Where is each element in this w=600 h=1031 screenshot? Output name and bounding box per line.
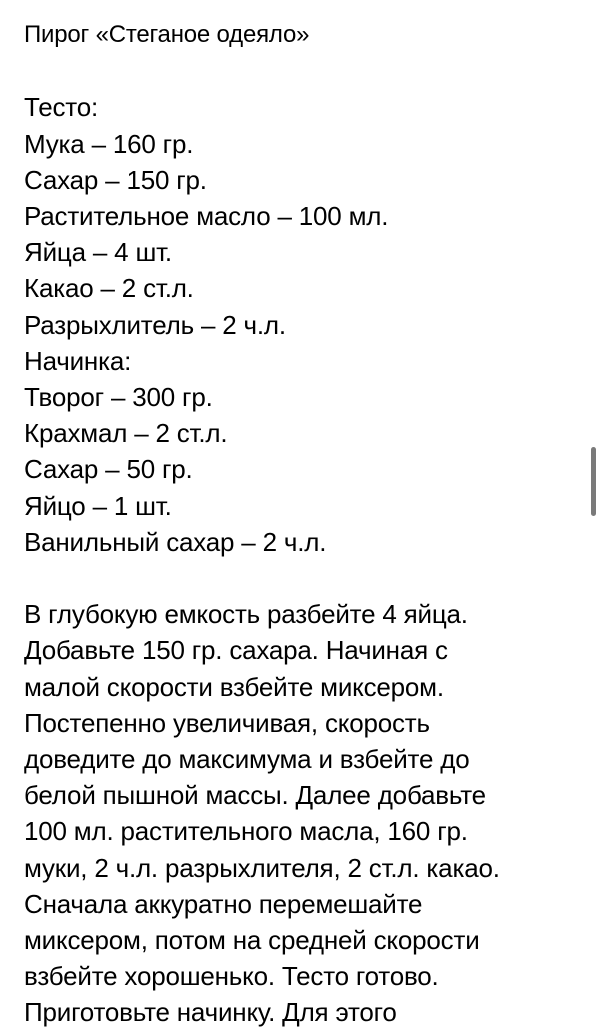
note-body[interactable]	[24, 17, 584, 1031]
instructions-line: малой скорости взбейте миксером.	[24, 671, 444, 702]
dough-item: Разрыхлитель – 2 ч.л.	[24, 309, 286, 340]
filling-item: Крахмал – 2 ст.л.	[24, 418, 228, 449]
instructions-line: миксером, потом на средней скорости	[24, 925, 480, 956]
vertical-scrollbar[interactable]	[591, 447, 596, 516]
instructions-line: белой пышной массы. Далее добавьте	[24, 780, 486, 811]
dough-item: Растительное масло – 100 мл.	[24, 201, 389, 231]
dough-item: Какао – 2 ст.л.	[24, 273, 194, 304]
dough-item: Сахар – 150 гр.	[24, 164, 207, 195]
instructions-line: взбейте хорошенько. Тесто готово.	[24, 961, 439, 992]
recipe-title: Пирог «Стеганое одеяло»	[24, 21, 310, 48]
dough-item: Мука – 160 гр.	[24, 128, 194, 159]
instructions-line: муки, 2 ч.л. разрыхлителя, 2 ст.л. какао.	[24, 852, 500, 883]
instructions-line: Сначала аккуратно перемешайте	[24, 888, 423, 919]
filling-item: Яйцо – 1 шт.	[24, 490, 172, 521]
filling-item: Сахар – 50 гр.	[24, 454, 193, 485]
instructions-line: Приготовьте начинку. Для этого	[24, 997, 397, 1028]
filling-item: Ванильный сахар – 2 ч.л.	[24, 526, 327, 557]
instructions-line: 100 мл. растительного масла, 160 гр.	[24, 816, 468, 847]
blank-line	[24, 560, 584, 596]
instructions-line: доведите до максимума и взбейте до	[24, 744, 470, 775]
dough-item: Яйца – 4 шт.	[24, 237, 172, 268]
instructions-line: В глубокую емкость разбейте 4 яйца.	[24, 599, 468, 630]
blank-line	[24, 53, 584, 89]
filling-item: Творог – 300 гр.	[24, 382, 213, 413]
filling-heading: Начинка:	[24, 345, 132, 376]
instructions-line: Постепенно увеличивая, скорость	[24, 707, 430, 738]
dough-heading: Тесто:	[24, 92, 98, 123]
instructions-line: Добавьте 150 гр. сахара. Начиная с	[24, 635, 448, 666]
